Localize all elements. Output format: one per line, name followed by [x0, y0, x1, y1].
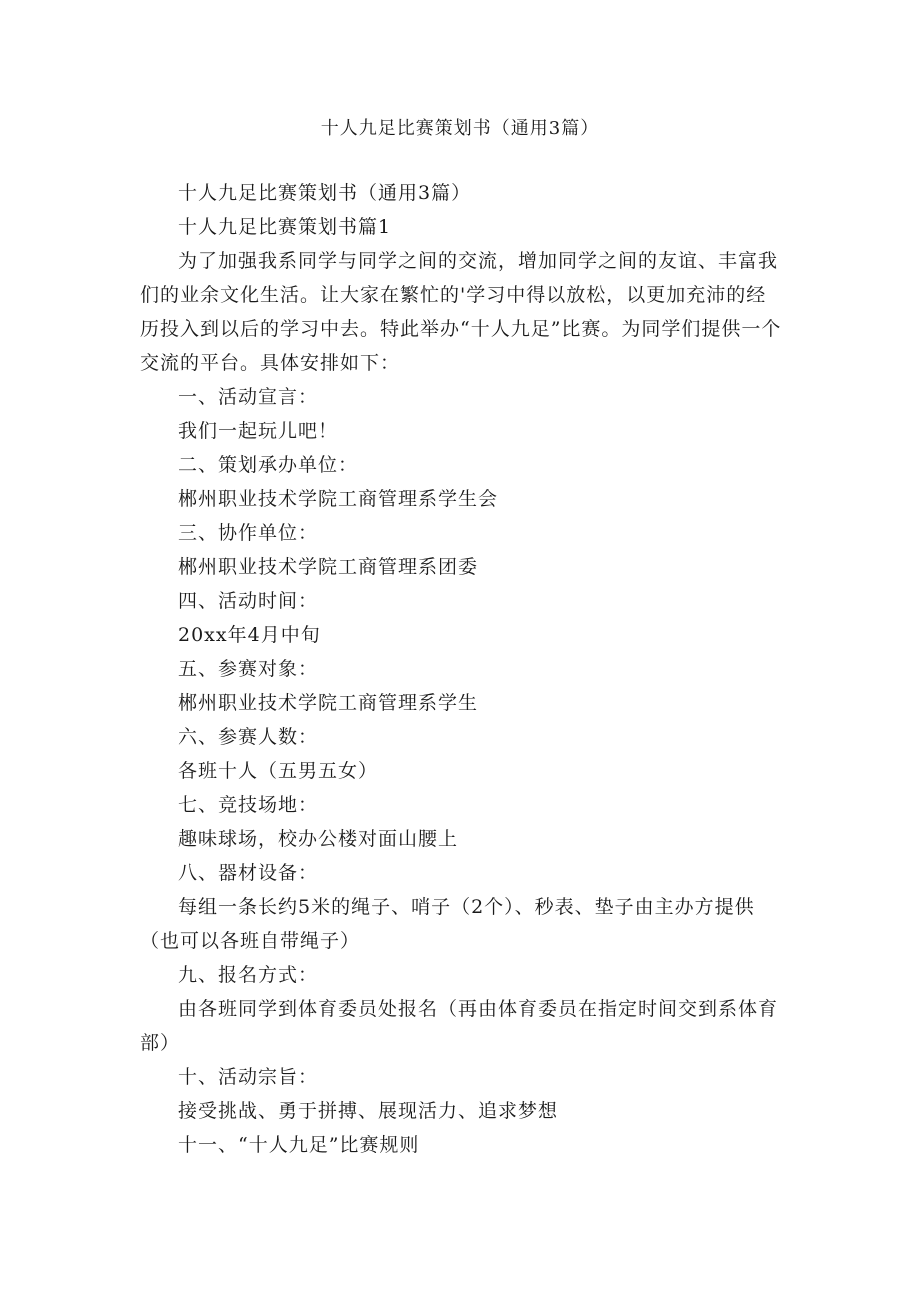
paragraph: 各班十人（五男五女）	[178, 760, 379, 782]
section-heading: 二、策划承办单位：	[178, 454, 359, 476]
paragraph: 接受挑战、勇于拼搏、展现活力、追求梦想	[178, 1100, 559, 1122]
paragraph: 郴州职业技术学院工商管理系学生会	[178, 488, 499, 510]
paragraph: 趣味球场，校办公楼对面山腰上	[178, 828, 459, 850]
paragraph: 20xx年4月中旬	[178, 624, 321, 646]
document-title: 十人九足比赛策划书（通用3篇）	[320, 118, 600, 139]
paragraph: 郴州职业技术学院工商管理系学生	[178, 692, 479, 714]
paragraph: 为了加强我系同学与同学之间的交流，增加同学之间的友谊、丰富我们的业余文化生活。让大家在繁忙的'学习中得以放松，以更加充沛的经历投入到以后的学习中去。特此举办“十人九足”比赛。为同学们提供一个交流的平台。具体安排如下：	[140, 250, 782, 374]
section-heading: 十一、“十人九足”比赛规则	[178, 1134, 420, 1156]
section-heading: 九、报名方式：	[178, 964, 319, 986]
section-heading: 七、竞技场地：	[178, 794, 319, 816]
section-heading: 十、活动宗旨：	[178, 1066, 319, 1088]
section-heading: 六、参赛人数：	[178, 726, 319, 748]
section-heading: 五、参赛对象：	[178, 658, 319, 680]
paragraph: 十人九足比赛策划书（通用3篇）	[178, 182, 472, 204]
paragraph: 郴州职业技术学院工商管理系团委	[178, 556, 479, 578]
paragraph: 由各班同学到体育委员处报名（再由体育委员在指定时间交到系体育部）	[140, 998, 779, 1054]
section-heading: 八、器材设备：	[178, 862, 319, 884]
section-heading: 一、活动宣言：	[178, 386, 319, 408]
section-heading: 四、活动时间：	[178, 590, 319, 612]
paragraph: 我们一起玩儿吧！	[178, 420, 339, 442]
section-heading: 三、协作单位：	[178, 522, 319, 544]
document-body	[140, 176, 785, 1162]
paragraph: 十人九足比赛策划书篇1	[178, 216, 392, 238]
paragraph: 每组一条长约5米的绳子、哨子（2个）、秒表、垫子由主办方提供（也可以各班自带绳子）	[140, 896, 755, 952]
